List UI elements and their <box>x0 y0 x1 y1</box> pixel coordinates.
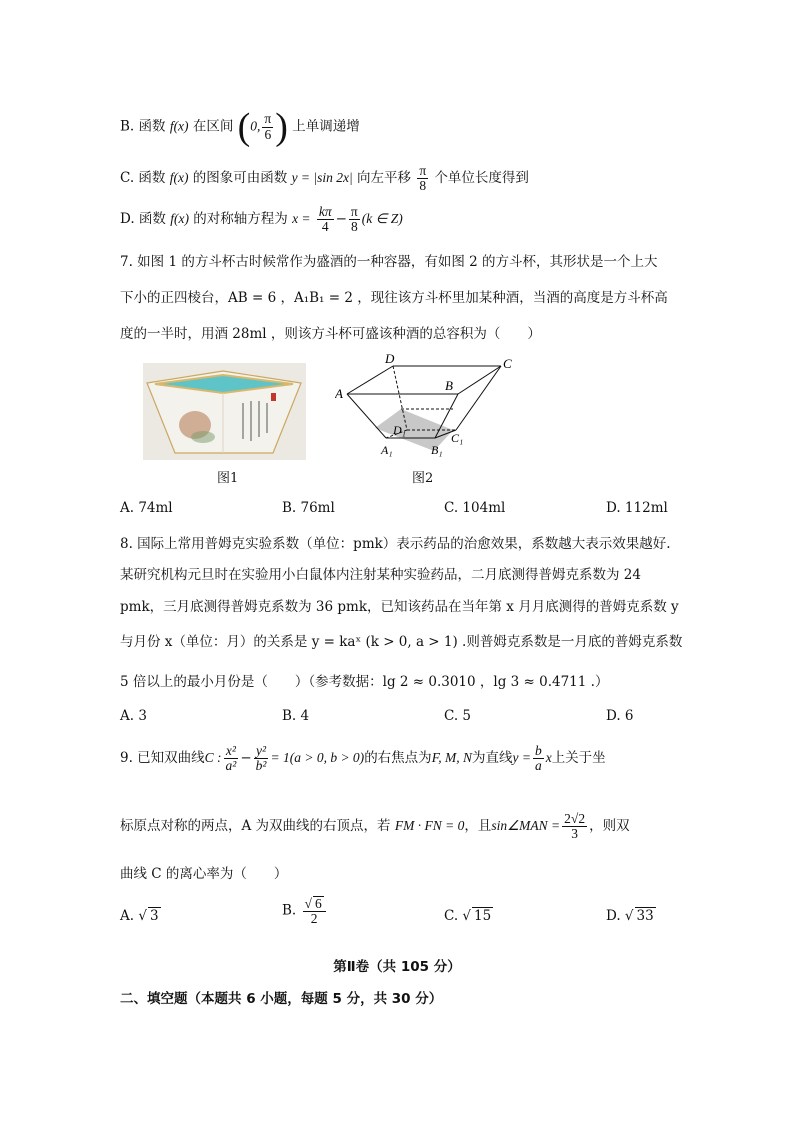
text: 在区间 <box>192 118 234 135</box>
sqrt-value: 33 <box>636 908 654 924</box>
text: 标原点对称的两点，A 为双曲线的右顶点，若 <box>120 818 391 835</box>
q9-option-a: A. √ 3 <box>120 908 159 924</box>
numerator: 2√2 <box>564 811 586 826</box>
q9-option-b <box>282 896 328 926</box>
q8-line-3: pmk，三月底测得普姆克系数为 36 pmk，已知该药品在当年第 x 月月底测得的普姆克系数 y <box>120 599 679 615</box>
denominator: 4 <box>321 219 329 235</box>
math-func: f(x) <box>169 118 189 134</box>
q7-option-b: B. 76ml <box>282 500 335 516</box>
option-label: D. <box>606 908 621 924</box>
denominator: 6 <box>264 126 272 142</box>
q8-line-5: 5 倍以上的最小月份是（ ）（参考数据：lg 2 ≈ 0.3010 ，lg 3 ≈ 0.4711 .） <box>120 674 609 690</box>
painting-detail <box>191 431 215 443</box>
text: 上单调递增 <box>292 118 360 135</box>
q8-line-2: 某研究机构元旦时在实验用小白鼠体内注射某种实验药品，二月底测得普姆克系数为 24 <box>120 567 641 583</box>
fraction <box>317 205 334 234</box>
q8-line-4: 与月份 x（单位：月）的关系是 y = kaˣ (k > 0, a > 1) .则普姆克系数是一月底的普姆克系数 <box>120 634 683 650</box>
denominator: 8 <box>419 178 427 194</box>
q7-option-c: C. 104ml <box>444 500 506 516</box>
volume-heading: 第Ⅱ卷（共 105 分） <box>333 959 461 975</box>
q6-option-b <box>120 108 360 146</box>
denominator: 8 <box>350 219 358 235</box>
q9-line-2 <box>120 812 630 841</box>
numerator: y² <box>256 743 267 758</box>
q6-option-c <box>120 164 529 193</box>
label-B1: B₁ <box>431 443 443 457</box>
q7-option-d: D. 112ml <box>606 500 668 516</box>
q9-line-1 <box>120 744 606 773</box>
denominator: a² <box>225 758 237 774</box>
math-x: x = <box>292 211 311 227</box>
math-points: F, M, N <box>431 750 472 766</box>
q9-option-c: C. √ 15 <box>444 908 492 924</box>
math-func: f(x) <box>169 170 189 186</box>
fraction: $\frac{√ 6}{2}$ <box>303 896 326 926</box>
text: B. 函数 <box>120 118 166 135</box>
text: ，则双 <box>589 818 630 835</box>
interval-left: 0, <box>250 118 261 134</box>
sqrt-value: 6 <box>314 896 322 911</box>
minus: − <box>240 750 252 767</box>
fraction <box>262 112 273 141</box>
numerator: b <box>534 743 542 758</box>
text: 向左平移 <box>357 170 412 187</box>
math-expr: y = |sin 2x| <box>291 170 353 186</box>
fraction <box>349 205 360 234</box>
numerator: π <box>350 204 358 219</box>
label-D: D <box>385 352 395 366</box>
text: 的右焦点为 <box>364 750 432 767</box>
q8-option-c: C. 5 <box>444 708 472 724</box>
math-x: x <box>545 750 552 766</box>
text: 上关于坐 <box>551 750 606 767</box>
q6-option-d <box>120 205 403 234</box>
label-B: B <box>445 378 453 393</box>
numerator: π <box>264 111 272 127</box>
q8-option-d: D. 6 <box>606 708 634 724</box>
q9-line-3: 曲线 C 的离心率为（ ） <box>120 866 288 882</box>
figure-2-frustum-diagram <box>335 352 515 464</box>
math-sin: sin∠MAN = <box>491 818 561 834</box>
sqrt-value: 3 <box>149 908 159 924</box>
numerator: x² <box>225 743 236 758</box>
text: ，且 <box>464 818 492 835</box>
q8-option-a: A. 3 <box>120 708 147 724</box>
text: D. 函数 <box>120 211 166 228</box>
q7-line-2: 下小的正四棱台，AB = 6 ，A₁B₁ = 2 ，现往该方斗杯里加某种酒，当酒的高度是方斗杯高 <box>120 290 668 306</box>
option-label: A. <box>120 908 135 924</box>
denominator: b² <box>255 758 267 774</box>
label-A: A <box>335 386 343 401</box>
option-label: C. <box>444 908 459 924</box>
math-func: f(x) <box>170 211 189 227</box>
denominator: 3 <box>571 826 578 842</box>
figure-2-caption: 图2 <box>412 471 434 486</box>
right-paren: ) <box>275 106 288 148</box>
q7-option-a: A. 74ml <box>120 500 173 516</box>
fraction <box>562 812 587 841</box>
denominator: 2 <box>310 911 318 927</box>
math-cond: (k ∈ Z) <box>361 211 403 227</box>
q7-line-3: 度的一半时，用酒 28ml ，则该方斗杯可盛该种酒的总容积为（ ） <box>120 326 541 342</box>
option-label: B. <box>282 902 297 919</box>
seal-stamp <box>271 393 276 401</box>
text: 个单位长度得到 <box>434 170 529 187</box>
text: 的图象可由函数 <box>192 170 288 187</box>
label-D1: D₁ <box>393 423 406 437</box>
label-A1: A₁ <box>381 443 393 457</box>
text: 为直线 <box>471 750 513 767</box>
math-y: y = <box>512 750 531 766</box>
math-vector-dot: FM · FN = 0 <box>394 818 465 834</box>
label-C: C <box>503 356 512 371</box>
text: 9. 已知双曲线 <box>120 750 205 767</box>
fraction <box>417 164 428 193</box>
text: 的对称轴方程为 <box>193 211 288 228</box>
label-C1: C₁ <box>451 431 464 445</box>
fraction <box>224 744 239 773</box>
numerator: kπ <box>318 204 332 219</box>
q7-line-1: 7. 如图 1 的方斗杯古时候常作为盛酒的一种容器，有如图 2 的方斗杯，其形状是一个上大 <box>120 254 658 270</box>
text: C. 函数 <box>120 170 166 187</box>
left-paren: ( <box>237 106 251 148</box>
figure-1-cup-photo <box>143 363 306 460</box>
q9-option-d: D. √ 33 <box>606 908 654 924</box>
math-cond: = 1(a > 0, b > 0) <box>270 750 365 766</box>
q8-option-b: B. 4 <box>282 708 310 724</box>
minus: − <box>335 211 347 228</box>
math-C: C : <box>204 750 222 766</box>
fraction <box>533 744 544 773</box>
denominator: a <box>534 758 542 774</box>
numerator: π <box>419 163 427 178</box>
figure-1-caption: 图1 <box>217 471 239 486</box>
fraction <box>254 744 269 773</box>
section-heading: 二、填空题（本题共 6 小题，每题 5 分，共 30 分） <box>120 991 443 1007</box>
sqrt-value: 15 <box>474 908 492 924</box>
q8-line-1: 8. 国际上常用普姆克实验系数（单位：pmk）表示药品的治愈效果，系数越大表示效果越好. <box>120 536 671 552</box>
